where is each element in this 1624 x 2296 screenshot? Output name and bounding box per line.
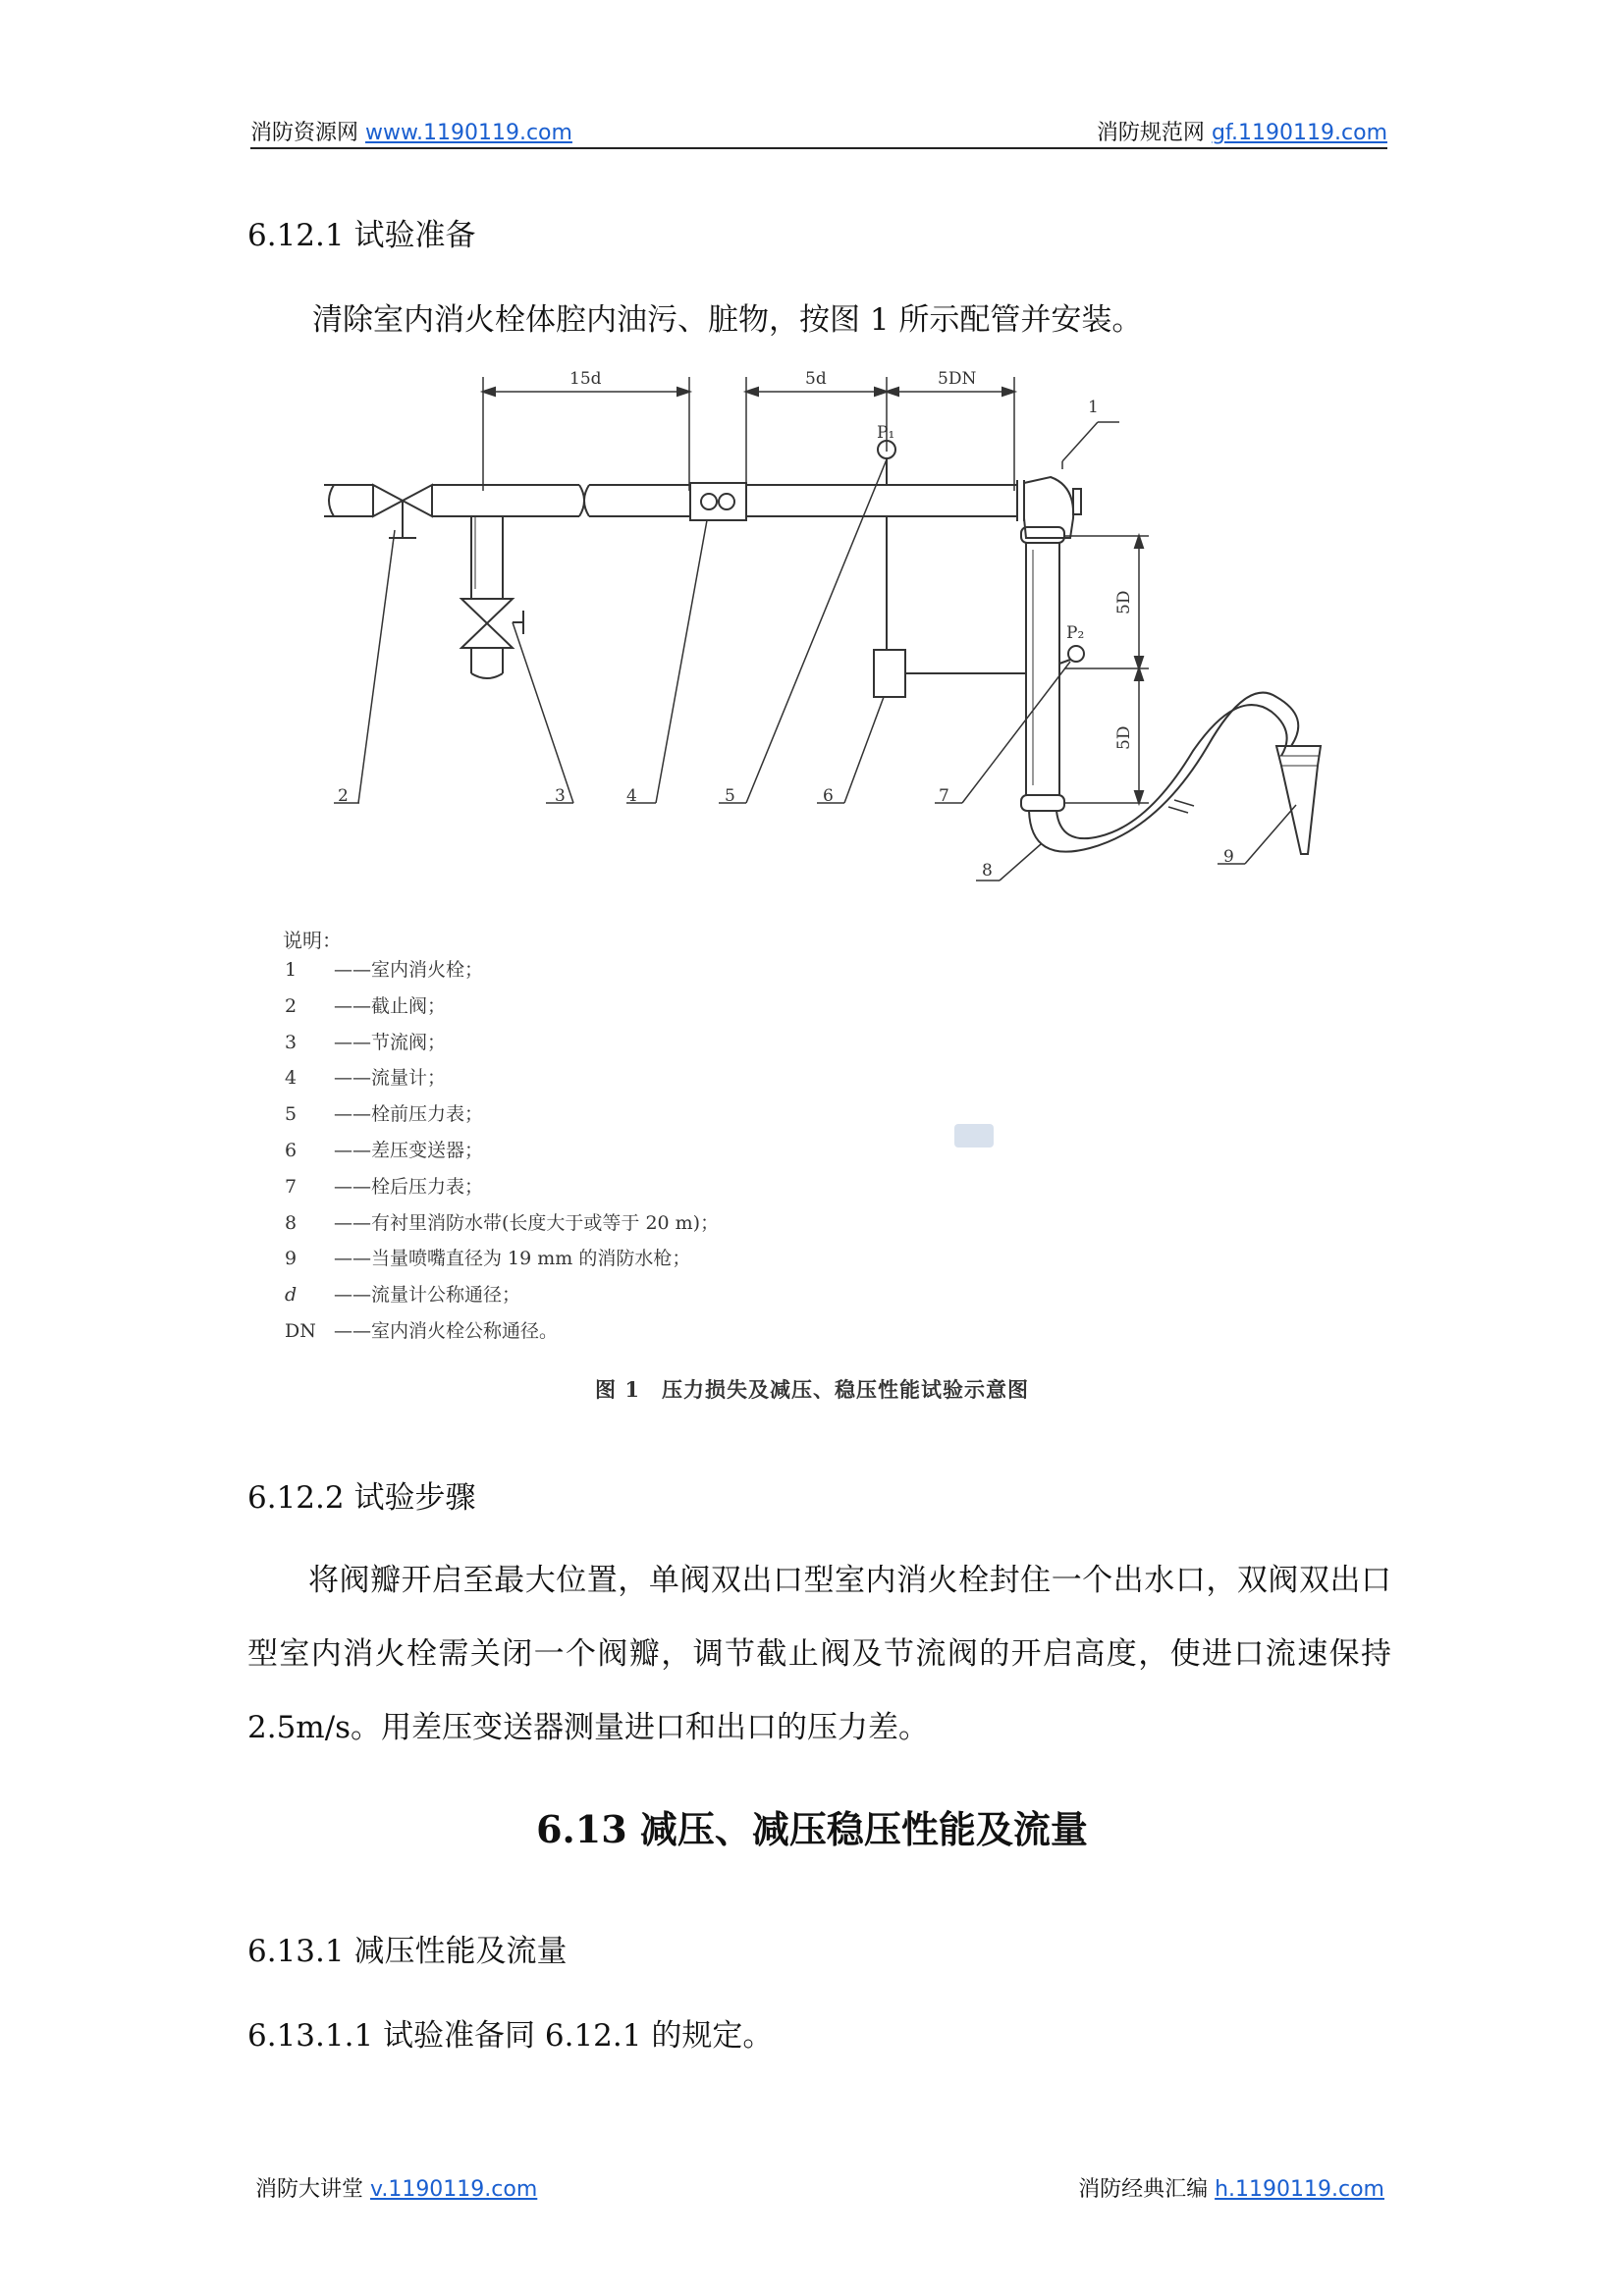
legend-text: ——流量计公称通径； (334, 1284, 521, 1307)
paragraph-6-12-2: 将阀瓣开启至最大位置，单阀双出口型室内消火栓封住一个出水口，双阀双出口型室内消火栓需关闭一个阀瓣，调节截止阀及节流阀的开启高度，使进口流速保持 2.5m/s。用差压变送器测量进口和出口的压力差。 (247, 1563, 1391, 1745)
legend-text: ——室内消火栓公称通径。 (334, 1319, 559, 1342)
legend-text: ——差压变送器； (334, 1139, 484, 1161)
legend-item (285, 1241, 719, 1277)
callout-6: 6 (823, 786, 834, 806)
dim-5d: 5d (805, 369, 827, 389)
legend-text: ——栓前压力表； (334, 1103, 484, 1126)
legend-key: 4 (285, 1067, 298, 1090)
page-footer (255, 2172, 1384, 2204)
legend-item (285, 1277, 719, 1313)
legend-key: 8 (285, 1211, 298, 1234)
callout-3: 3 (555, 786, 566, 806)
paragraph-6-13-1-1: 6.13.1.1 试验准备同 6.12.1 的规定。 (247, 2018, 774, 2054)
callout-1: 1 (1088, 398, 1099, 417)
legend-item (285, 1025, 719, 1061)
legend-key: 1 (285, 959, 298, 981)
footer-left-label: 消防大讲堂 (255, 2177, 364, 2202)
legend-key: 6 (285, 1139, 298, 1161)
legend-key: 9 (285, 1248, 298, 1270)
label-p2: P₂ (1066, 623, 1085, 643)
header-left-label: 消防资源网 (250, 121, 359, 145)
legend-text: ——栓后压力表； (334, 1175, 484, 1198)
legend-key: 5 (285, 1103, 298, 1126)
legend-item (285, 988, 719, 1025)
legend-text: ——节流阀； (334, 1031, 447, 1053)
legend-key: 7 (285, 1175, 298, 1198)
footer-left-link[interactable]: v.1190119.com (370, 2177, 538, 2202)
legend-item (285, 952, 719, 988)
label-p1: P₁ (877, 423, 895, 443)
figure-legend (285, 952, 719, 1350)
header-right-label: 消防规范网 (1096, 121, 1205, 145)
callout-4: 4 (626, 786, 637, 806)
heading-6-12-2: 6.12.2 试验步骤 (247, 1480, 476, 1516)
sac-watermark-logo (954, 1124, 994, 1148)
figure-caption: 图 1 压力损失及减压、稳压性能试验示意图 (595, 1377, 1029, 1402)
footer-left (255, 2172, 537, 2203)
dim-15d: 15d (569, 369, 602, 389)
legend-item (285, 1205, 719, 1242)
header-right-link[interactable]: gf.1190119.com (1211, 121, 1387, 145)
callout-5: 5 (725, 786, 735, 806)
callout-9: 9 (1223, 847, 1234, 867)
callout-7: 7 (939, 786, 949, 806)
dim-5dn: 5DN (938, 369, 977, 389)
legend-key: 3 (285, 1031, 298, 1053)
legend-key: d (285, 1284, 298, 1307)
legend-item (285, 1313, 719, 1350)
dim-5d-lower: 5D (1114, 725, 1134, 750)
section-heading-6-13: 6.13 减压、减压稳压性能及流量 (536, 1807, 1088, 1851)
legend-item (285, 1133, 719, 1169)
paragraph-6-12-1: 清除室内消火栓体腔内油污、脏物，按图 1 所示配管并安装。 (312, 302, 1143, 338)
legend-text: ——流量计； (334, 1067, 447, 1090)
legend-text: ——当量喷嘴直径为 19 mm 的消防水枪； (334, 1248, 691, 1270)
legend-text: ——截止阀； (334, 994, 447, 1017)
footer-right (1078, 2172, 1384, 2203)
footer-right-label: 消防经典汇编 (1078, 2177, 1209, 2202)
header-left-link[interactable]: www.1190119.com (365, 121, 572, 145)
callout-2: 2 (338, 786, 349, 806)
legend-text: ——室内消火栓； (334, 959, 484, 981)
heading-6-13-1: 6.13.1 减压性能及流量 (247, 1934, 568, 1969)
legend-item (285, 1060, 719, 1096)
callout-8: 8 (982, 861, 993, 881)
legend-key: 2 (285, 994, 298, 1017)
footer-right-link[interactable]: h.1190119.com (1215, 2177, 1384, 2202)
legend-title: 说明： (283, 929, 342, 952)
legend-text: ——有衬里消防水带(长度大于或等于 20 m)； (334, 1211, 720, 1234)
legend-item (285, 1096, 719, 1133)
test-setup-diagram (0, 0, 1624, 982)
legend-key: DN (285, 1319, 316, 1342)
legend-item (285, 1169, 719, 1205)
heading-6-12-1: 6.12.1 试验准备 (247, 218, 476, 253)
dim-5d-upper: 5D (1114, 590, 1134, 614)
